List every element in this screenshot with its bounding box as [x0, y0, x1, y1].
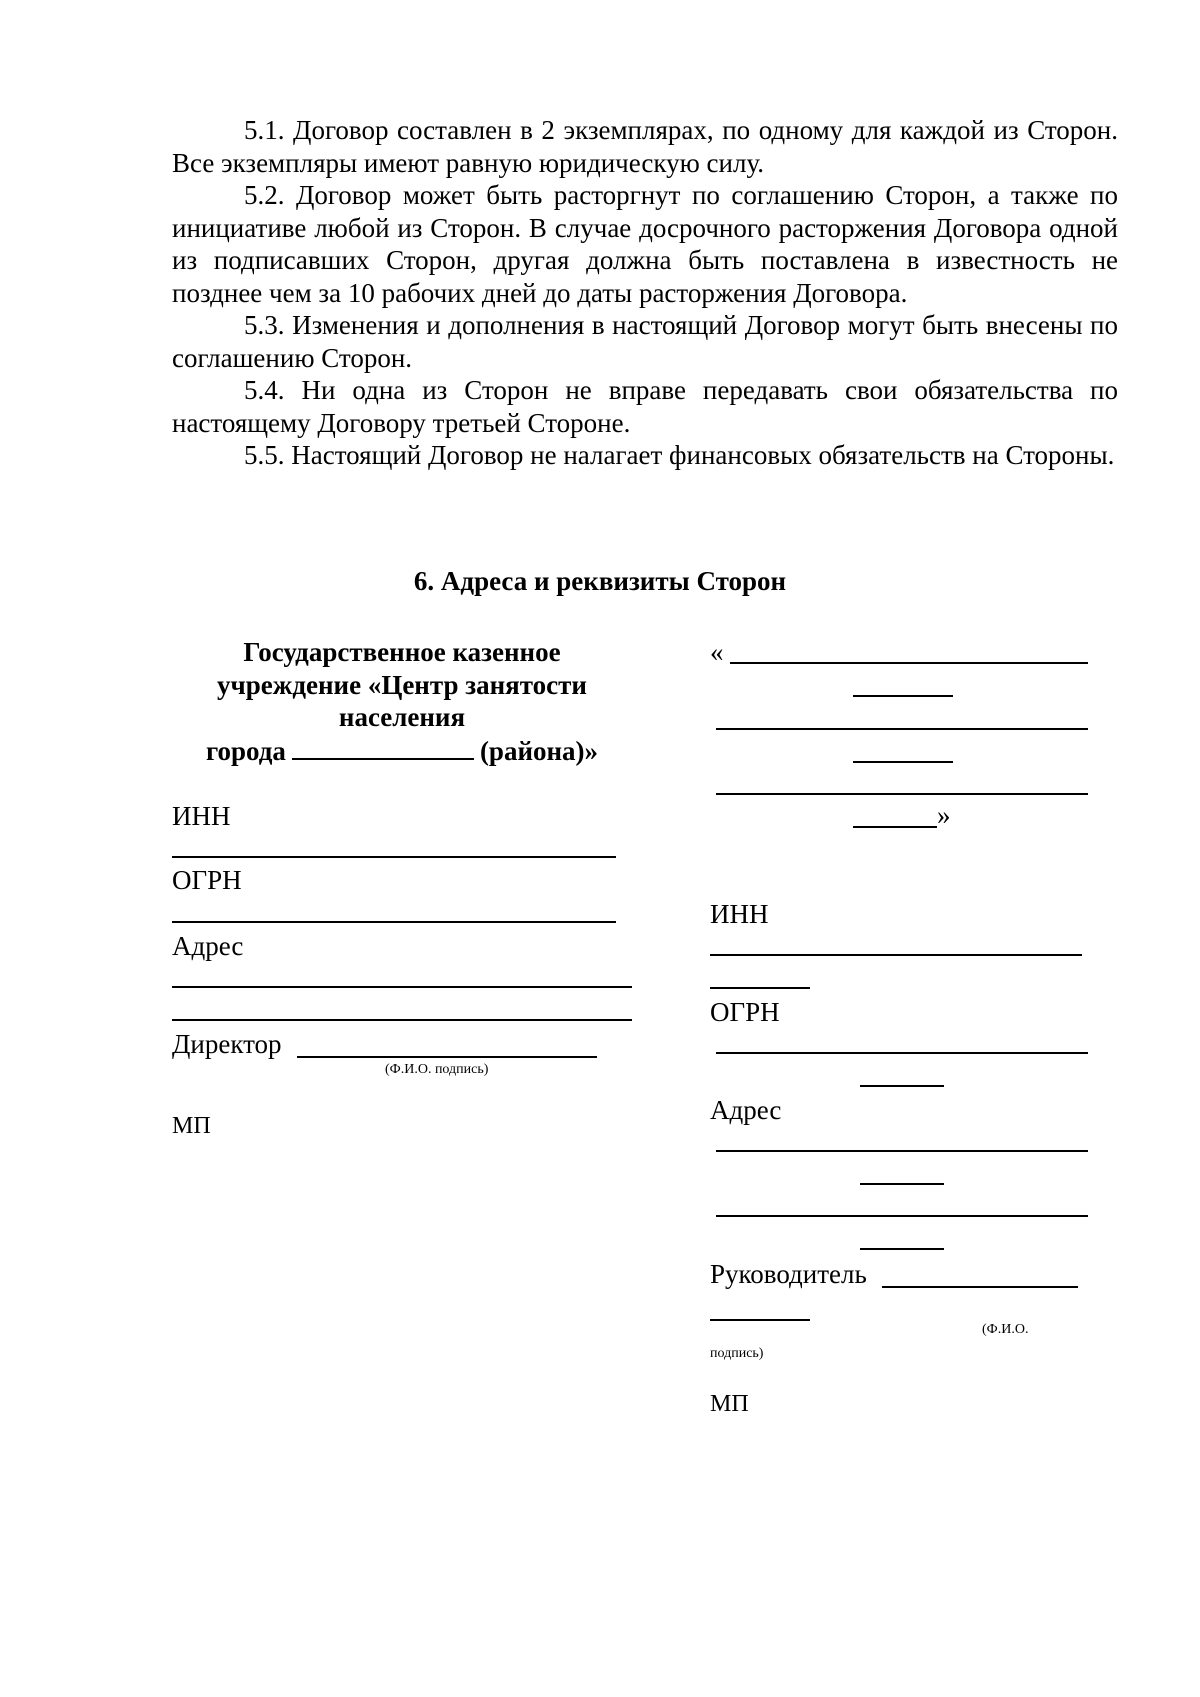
left-address-label: Адрес — [172, 931, 244, 961]
org-line-4 — [172, 734, 632, 768]
right-ogrn-line-b — [860, 1085, 944, 1087]
left-inn-line — [172, 856, 616, 858]
city-blank-line — [292, 734, 474, 760]
right-inn-label: ИНН — [710, 899, 769, 929]
left-address-line-2 — [172, 1019, 632, 1021]
right-name-line-2b — [853, 761, 953, 763]
right-signature-hint-part2: подпись) — [710, 1346, 764, 1361]
org-line-2: учреждение «Центр занятости — [217, 669, 587, 700]
left-ogrn-line — [172, 921, 616, 923]
left-director-label: Директор — [172, 1029, 282, 1059]
right-name-line-3b — [853, 826, 937, 828]
right-head-label: Руководитель — [710, 1259, 867, 1289]
left-signature-hint: (Ф.И.О. подпись) — [385, 1062, 489, 1077]
right-head-signature-line — [882, 1286, 1078, 1288]
right-address-line-1b — [860, 1183, 944, 1185]
right-name-line-3 — [716, 793, 1088, 795]
right-name-line-1b — [853, 695, 953, 697]
right-name-quote-close: » — [937, 800, 951, 830]
right-address-line-2 — [716, 1215, 1088, 1217]
clause-5-3: 5.3. Изменения и дополнения в настоящий Договор могут быть внесены по соглашению Сторон. — [172, 310, 1118, 373]
left-ogrn-label: ОГРН — [172, 865, 242, 895]
right-inn-line — [710, 954, 1082, 956]
left-address-line-1 — [172, 986, 632, 988]
clause-5-5: 5.5. Настоящий Договор не налагает финансовых обязательств на Стороны. — [244, 440, 1115, 470]
right-ogrn-line — [716, 1052, 1088, 1054]
right-signature-hint-part1: (Ф.И.О. — [982, 1322, 1029, 1337]
right-inn-line-b — [710, 987, 810, 989]
right-address-line-2b — [860, 1248, 944, 1250]
left-director-signature-line — [297, 1056, 597, 1058]
org-line-1: Государственное казенное — [243, 637, 561, 667]
left-org-name — [172, 636, 632, 767]
right-address-line-1 — [716, 1150, 1088, 1152]
org-line-3: населения — [338, 702, 466, 732]
org-district-label: (района)» — [479, 735, 599, 766]
right-ogrn-label: ОГРН — [710, 997, 780, 1027]
left-stamp: МП — [172, 1113, 211, 1139]
right-name-quote-open: « — [710, 637, 724, 667]
right-head-signature-line-b — [710, 1319, 810, 1321]
right-address-label: Адрес — [710, 1095, 782, 1125]
clause-5-2: 5.2. Договор может быть расторгнут по соглашению Сторон, а также по инициативе любой из Сторон. В случае досрочного расторжения Договора одной из подписавших Сторон, другая должна быть поставлена в известность не позднее чем за 10 рабочих дней до даты расторжения Договора. — [172, 180, 1118, 308]
right-name-line-2 — [716, 728, 1088, 730]
right-stamp: МП — [710, 1391, 749, 1417]
org-city-label: города — [205, 735, 286, 766]
clause-5-4: 5.4. Ни одна из Сторон не вправе передавать свои обязательства по настоящему Договору третьей Стороне. — [172, 375, 1118, 438]
contract-clauses — [172, 114, 1118, 472]
section-title: 6. Адреса и реквизиты Сторон — [413, 566, 787, 596]
left-inn-label: ИНН — [172, 801, 231, 831]
right-name-line-1 — [730, 662, 1088, 664]
clause-5-1: 5.1. Договор составлен в 2 экземплярах, по одному для каждой из Сторон. Все экземпляры имеют равную юридическую силу. — [172, 115, 1118, 178]
